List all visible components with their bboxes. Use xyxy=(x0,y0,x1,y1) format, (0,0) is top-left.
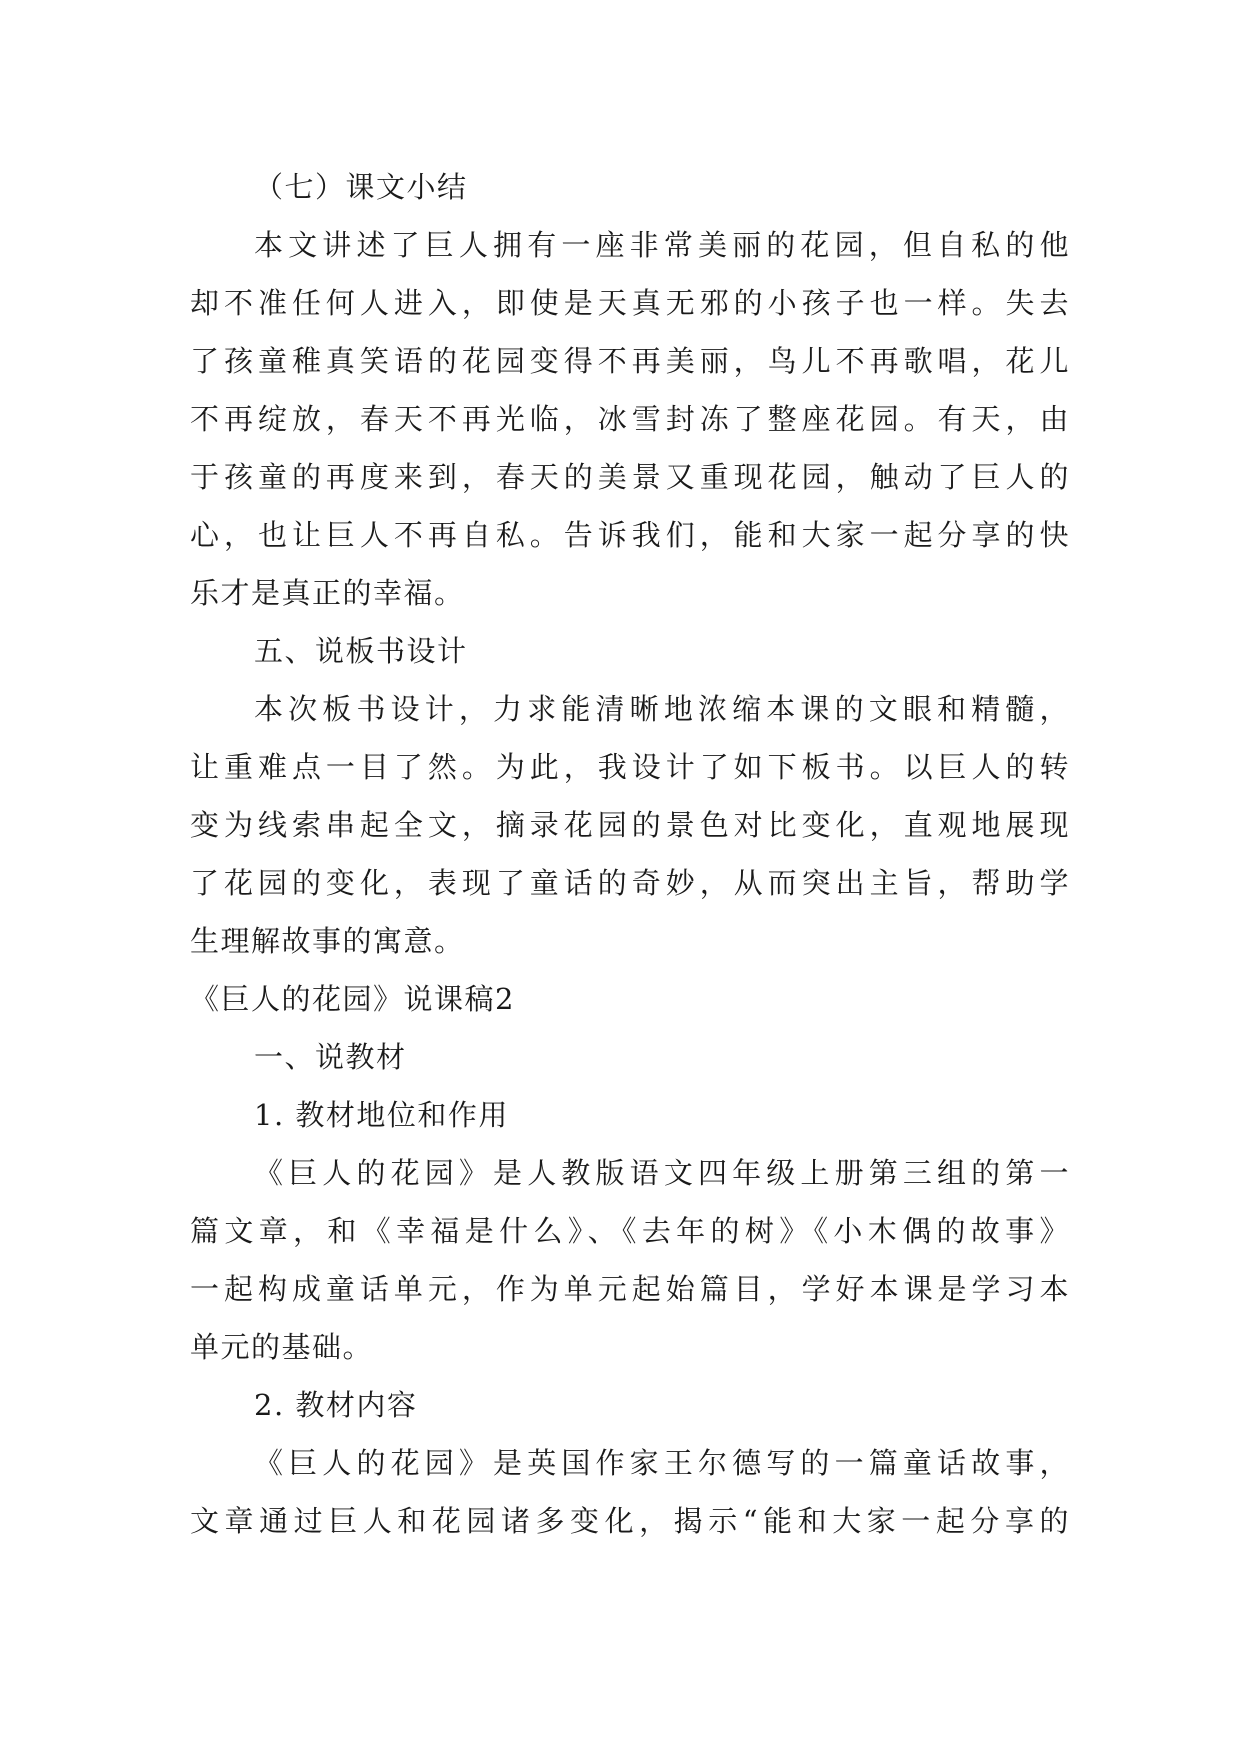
section-heading-textbook: 一、说教材 xyxy=(254,1040,407,1074)
paragraph-line: 本次板书设计，力求能清晰地浓缩本课的文眼和精髓， xyxy=(254,692,1070,726)
paragraph-line: 却不准任何人进入，即使是天真无邪的小孩子也一样。失去 xyxy=(190,286,1070,320)
paragraph-line: 于孩童的再度来到，春天的美景又重现花园，触动了巨人的 xyxy=(190,460,1070,494)
document-title: 《巨人的花园》说课稿2 xyxy=(190,982,515,1016)
paragraph-line: 心，也让巨人不再自私。告诉我们，能和大家一起分享的快 xyxy=(190,518,1070,552)
paragraph-line: 一起构成童话单元，作为单元起始篇目，学好本课是学习本 xyxy=(190,1272,1070,1306)
paragraph-line: 《巨人的花园》是人教版语文四年级上册第三组的第一 xyxy=(254,1156,1070,1190)
paragraph-line: 让重难点一目了然。为此，我设计了如下板书。以巨人的转 xyxy=(190,750,1070,784)
document-body xyxy=(190,158,1070,1550)
paragraph-line: 了孩童稚真笑语的花园变得不再美丽，鸟儿不再歌唱，花儿 xyxy=(190,344,1070,378)
paragraph-line: 变为线索串起全文，摘录花园的景色对比变化，直观地展现 xyxy=(190,808,1070,842)
section-heading-summary: （七）课文小结 xyxy=(254,170,468,204)
paragraph-line: 了花园的变化，表现了童话的奇妙，从而突出主旨，帮助学 xyxy=(190,866,1070,900)
paragraph-line: 篇文章，和《幸福是什么》、《去年的树》《小木偶的故事》 xyxy=(190,1214,1070,1248)
subheading-position: 1. 教材地位和作用 xyxy=(254,1098,509,1132)
paragraph-line: 本文讲述了巨人拥有一座非常美丽的花园，但自私的他 xyxy=(254,228,1070,262)
subheading-content: 2. 教材内容 xyxy=(254,1388,418,1422)
paragraph-line: 单元的基础。 xyxy=(190,1330,374,1364)
paragraph-line: 《巨人的花园》是英国作家王尔德写的一篇童话故事， xyxy=(254,1446,1070,1480)
paragraph-line: 不再绽放，春天不再光临，冰雪封冻了整座花园。有天，由 xyxy=(190,402,1070,436)
section-heading-board-design: 五、说板书设计 xyxy=(254,634,468,668)
paragraph-line: 生理解故事的寓意。 xyxy=(190,924,465,958)
paragraph-line: 乐才是真正的幸福。 xyxy=(190,576,465,610)
paragraph-line: 文章通过巨人和花园诸多变化，揭示“能和大家一起分享的 xyxy=(190,1504,1070,1538)
